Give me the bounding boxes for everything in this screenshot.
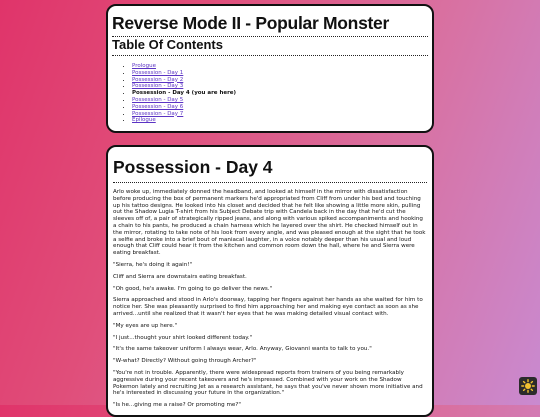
story-paragraph: "I just...thought your shirt looked different today." [113, 334, 253, 341]
story-paragraph: "Sierra, he's doing it again!" [113, 261, 193, 268]
story-paragraph: "My eyes are up here." [113, 322, 178, 329]
toc-item[interactable] [132, 77, 428, 84]
toc-item[interactable] [132, 63, 428, 70]
story-paragraph: Arlo woke up, immediately donned the headband, and looked at himself in the mirror with dissatisfaction before producing the box of permanent markers he'd appropriated from Cliff from under his bed and touching up his tattoo designs. He looked into his closet and decided that he felt like showing a little more skin, pulling out the Shadow Lugia T-shirt from his Subject Debate trip with Candela back in the day that he'd cut the sleeves off of, a pair of strategically ripped jeans, and along with various spiked accompaniments and hooking a chain to his pants, he produced a chain harness which he layered over the shirt. He checked himself out in the mirror, rotating to take note of his look from every angle, and was pleased enough at the sight that he took a selfie and broke into a brief bout of maniacal laughter, in a voice notably deeper than his usual and loud enough that Cliff could hear it from the kitchen and common room down the hall, where he and Sierra were eating breakfast. [113, 189, 426, 257]
toc-link[interactable]: Possession - Day 5 [132, 96, 184, 103]
toc-link[interactable]: Epilogue [132, 117, 156, 124]
toc-link[interactable]: Possession - Day 7 [132, 110, 184, 117]
toc-list [112, 63, 428, 124]
toc-item[interactable] [132, 104, 428, 111]
chapter-card[interactable] [106, 145, 434, 417]
chapter-title: Possession - Day 4 [113, 155, 427, 183]
toc-item[interactable] [132, 70, 428, 77]
toc-item[interactable] [132, 111, 428, 118]
toc-link[interactable]: Possession - Day 6 [132, 103, 184, 110]
toc-link[interactable]: Possession - Day 2 [132, 76, 184, 83]
story-paragraph: Sierra approached and stood in Arlo's doorway, tapping her fingers against her hands as she waited for him to notice her. She was pleasantly surprised to find him approaching her and making eye contact as soon as she arrived...until she realized that it wasn't her eyes that he was making detailed visual contact with. [113, 297, 423, 317]
story-paragraph: "W-what? Directly? Without going through Archer?" [113, 358, 257, 365]
toc-item[interactable] [132, 117, 428, 124]
table-of-contents-card [106, 4, 434, 133]
chapter-body [113, 189, 427, 409]
story-paragraph: "Oh good, he's awake. I'm going to go deliver the news." [113, 285, 273, 292]
toc-item[interactable] [132, 97, 428, 104]
story-paragraph: Cliff and Sierra are downstairs eating breakfast. [113, 273, 247, 280]
toc-heading: Table Of Contents [112, 36, 428, 56]
toc-link[interactable]: Possession - Day 3 [132, 83, 184, 90]
story-paragraph: "Is he...giving me a raise? Or promoting me?" [113, 402, 241, 409]
story-paragraph: "It's the same takeover uniform I always wear, Arlo. Anyway, Giovanni wants to talk to you." [113, 346, 372, 353]
scroll-to-top-button[interactable] [519, 377, 537, 395]
toc-item [132, 90, 428, 97]
toc-current-chapter: Possession - Day 4 (you are here) [132, 90, 237, 97]
story-title: Reverse Mode II - Popular Monster [112, 13, 389, 33]
story-paragraph: "You're not in trouble. Apparently, there were widespread reports from trainers of you being remarkably aggressive during your recent takeovers and he's impressed. Combined with your work on the Shadow Pokemon lately and recruiting Jet as a research assistant, he says that you've never shown more initiative and he's interested in discussing your future in the organization." [113, 369, 423, 397]
toc-link[interactable]: Possession - Day 1 [132, 69, 184, 76]
toc-link[interactable]: Prologue [132, 63, 156, 69]
sun-icon [521, 379, 535, 393]
toc-item[interactable] [132, 83, 428, 90]
